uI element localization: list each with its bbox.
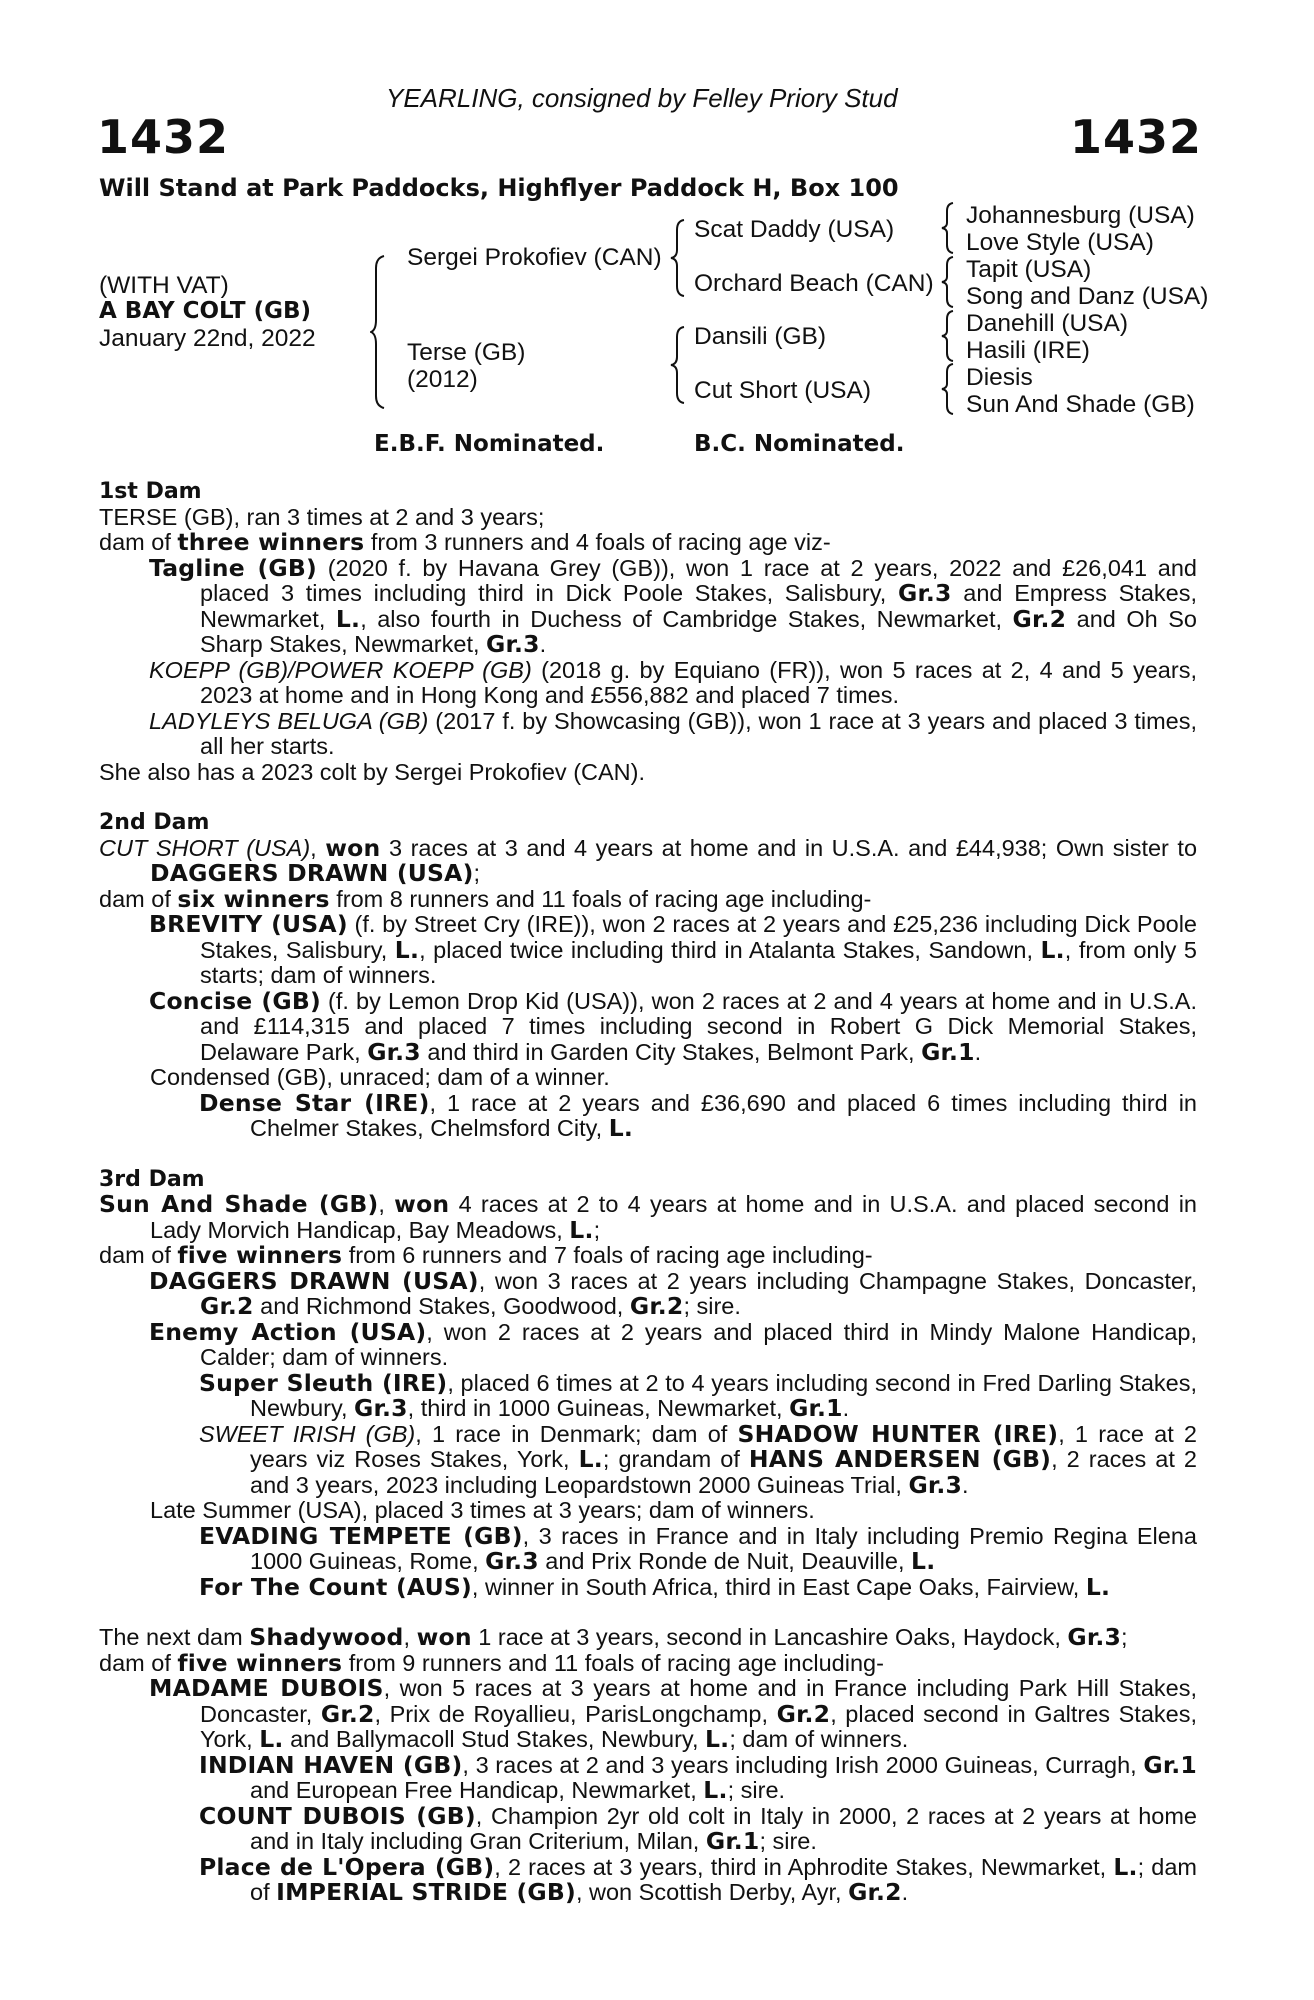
sire-name: Sergei Prokofiev (CAN) bbox=[407, 244, 662, 271]
first-dam-produce: dam of three winners from 3 runners and 4 foals of racing age viz- bbox=[99, 528, 831, 556]
page-subtitle: YEARLING, consigned by Felley Priory Stud bbox=[386, 83, 898, 113]
sire-sire-dam: Love Style (USA) bbox=[966, 229, 1154, 256]
ebf-nominated: E.B.F. Nominated. bbox=[374, 431, 605, 457]
entry-evading-tempete: EVADING TEMPETE (GB), 3 races in France and in Italy including Premio Regina Elena 1000 Guineas, Rome, Gr.3 and Prix Ronde de Nuit, Deauville, L. bbox=[199, 1521, 1197, 1575]
lot-number-left: 1432 bbox=[97, 110, 230, 164]
first-dam-summary: TERSE (GB), ran 3 times at 2 and 3 years; bbox=[99, 503, 545, 530]
dam-foaled-year: (2012) bbox=[407, 366, 478, 393]
entry-daggers-drawn: DAGGERS DRAWN (USA), won 3 races at 2 years including Champagne Stakes, Doncaster, Gr.2 and Richmond Stakes, Goodwood, Gr.2; sire. bbox=[149, 1266, 1197, 1320]
second-dam-heading: 2nd Dam bbox=[99, 810, 210, 835]
dam-dam-dam: Sun And Shade (GB) bbox=[966, 391, 1195, 418]
dam-sire-sire: Danehill (USA) bbox=[966, 310, 1129, 337]
entry-madame-dubois: MADAME DUBOIS, won 5 races at 3 years at home and in France including Park Hill Stakes, Doncaster, Gr.2, Prix de Royallieu, ParisLongchamp, Gr.2, placed second in Galtres Stakes, York, L. and Ballymacoll Stud Stakes, Newbury, L.; dam of winners. bbox=[149, 1674, 1197, 1753]
sire-sire: Scat Daddy (USA) bbox=[694, 216, 895, 243]
third-dam-heading: 3rd Dam bbox=[99, 1166, 205, 1192]
dam-dam: Cut Short (USA) bbox=[694, 377, 871, 404]
stand-location: Will Stand at Park Paddocks, Highflyer Paddock H, Box 100 bbox=[99, 174, 899, 202]
produce-record bbox=[99, 479, 1197, 1906]
second-dam-summary: CUT SHORT (USA), won 3 races at 3 and 4 years at home and in U.S.A. and £44,938; Own sister to DAGGERS DRAWN (USA); bbox=[99, 833, 1198, 887]
sire-dam-sire: Tapit (USA) bbox=[966, 256, 1092, 283]
lot-number-right: 1432 bbox=[1069, 110, 1202, 164]
entry-ladyleys-beluga: LADYLEYS BELUGA (GB) (2017 f. by Showcasing (GB)), won 1 race at 3 years and placed 3 times, all her starts. bbox=[149, 707, 1197, 759]
entry-for-the-count: For The Count (AUS), winner in South Africa, third in East Cape Oaks, Fairview, L. bbox=[199, 1572, 1111, 1601]
pedigree-brace-main bbox=[370, 254, 390, 410]
pedigree-brace-dd bbox=[940, 362, 956, 416]
entry-sweet-irish: SWEET IRISH (GB), 1 race in Denmark; dam of SHADOW HUNTER (IRE), 1 race at 2 years viz Roses Stakes, York, L.; grandam of HANS ANDERSEN (GB), 2 races at 2 and 3 years, 2023 including Leopardstown 2000 Guineas Trial, Gr.3. bbox=[199, 1419, 1197, 1499]
third-dam-produce: dam of five winners from 6 runners and 7 foals of racing age including- bbox=[99, 1241, 873, 1269]
next-dam-summary: The next dam Shadywood, won 1 race at 3 years, second in Lancashire Oaks, Haydock, Gr.3; bbox=[99, 1623, 1128, 1651]
dam-name: Terse (GB) bbox=[407, 339, 526, 366]
pedigree-brace-sire bbox=[668, 218, 688, 298]
dam-sire: Dansili (GB) bbox=[694, 323, 827, 350]
entry-brevity: BREVITY (USA) (f. by Street Cry (IRE)), won 2 races at 2 years and £25,236 including Dick Poole Stakes, Salisbury, L., placed twice including third in Atalanta Stakes, Sandown, L., from only 5 starts; dam of winners. bbox=[149, 910, 1197, 988]
next-dam-produce: dam of five winners from 9 runners and 11 foals of racing age including- bbox=[99, 1648, 884, 1677]
dam-dam-sire: Diesis bbox=[966, 364, 1033, 391]
pedigree-brace-sd bbox=[940, 255, 956, 309]
second-dam-produce: dam of six winners from 8 runners and 11 foals of racing age including- bbox=[99, 884, 872, 913]
horse-name: A BAY COLT (GB) bbox=[99, 298, 312, 324]
first-dam-heading: 1st Dam bbox=[99, 479, 202, 504]
sire-dam: Orchard Beach (CAN) bbox=[694, 270, 934, 297]
pedigree-brace-ds bbox=[940, 309, 956, 363]
entry-indian-haven: INDIAN HAVEN (GB), 3 races at 2 and 3 years including Irish 2000 Guineas, Curragh, Gr.1 and European Free Handicap, Newmarket, L.; sire. bbox=[199, 1750, 1197, 1804]
sire-sire-sire: Johannesburg (USA) bbox=[966, 202, 1195, 229]
entry-enemy-action: Enemy Action (USA), won 2 races at 2 years and placed third in Mindy Malone Handicap, Calder; dam of winners. bbox=[149, 1317, 1197, 1370]
entry-condensed: Condensed (GB), unraced; dam of a winner. bbox=[150, 1064, 610, 1090]
entry-tagline: Tagline (GB) (2020 f. by Havana Grey (GB)), won 1 race at 2 years, 2022 and £26,041 and placed 3 times including third in Dick Poole Stakes, Salisbury, Gr.3 and Empress Stakes, Newmarket, L., also fourth in Duchess of Cambridge Stakes, Newmarket, Gr.2 and Oh So Sharp Stakes, Newmarket, Gr.3. bbox=[149, 553, 1197, 658]
entry-place-de-lopera: Place de L'Opera (GB), 2 races at 3 years, third in Aphrodite Stakes, Newmarket, L.; dam of IMPERIAL STRIDE (GB), won Scottish Derby, Ayr, Gr.2. bbox=[199, 1852, 1197, 1906]
dam-sire-dam: Hasili (IRE) bbox=[966, 337, 1090, 364]
entry-count-dubois: COUNT DUBOIS (GB), Champion 2yr old colt in Italy in 2000, 2 races at 2 years at home and in Italy including Gran Criterium, Milan, Gr.1; sire. bbox=[199, 1801, 1197, 1855]
entry-super-sleuth: Super Sleuth (IRE), placed 6 times at 2 to 4 years including second in Fred Darling Stakes, Newbury, Gr.3, third in 1000 Guineas, Newmarket, Gr.1. bbox=[199, 1368, 1197, 1422]
entry-dense-star: Dense Star (IRE), 1 race at 2 years and £36,690 and placed 6 times including third in Chelmer Stakes, Chelmsford City, L. bbox=[199, 1088, 1197, 1142]
bc-nominated: B.C. Nominated. bbox=[694, 431, 905, 457]
pedigree-brace-dam bbox=[668, 325, 688, 405]
date-of-birth: January 22nd, 2022 bbox=[99, 325, 316, 352]
pedigree-brace-ss bbox=[940, 201, 956, 255]
third-dam-summary: Sun And Shade (GB), won 4 races at 2 to 4 years at home and in U.S.A. and placed second in Lady Morvich Handicap, Bay Meadows, L.; bbox=[99, 1190, 1197, 1244]
first-dam-also: She also has a 2023 colt by Sergei Prokofiev (CAN). bbox=[99, 758, 645, 785]
entry-late-summer: Late Summer (USA), placed 3 times at 3 years; dam of winners. bbox=[150, 1497, 815, 1523]
entry-concise: Concise (GB) (f. by Lemon Drop Kid (USA)), won 2 races at 2 and 4 years at home and in U.S.A. and £114,315 and placed 7 times including second in Robert G Dick Memorial Stakes, Delaware Park, Gr.3 and third in Garden City Stakes, Belmont Park, Gr.1. bbox=[149, 986, 1198, 1066]
entry-koepp: KOEPP (GB)/POWER KOEPP (GB) (2018 g. by Equiano (FR)), won 5 races at 2, 4 and 5 years, 2023 at home and in Hong Kong and £556,882 and placed 7 times. bbox=[149, 656, 1197, 708]
vat-note: (WITH VAT) bbox=[99, 272, 229, 299]
sire-dam-dam: Song and Danz (USA) bbox=[966, 283, 1209, 310]
